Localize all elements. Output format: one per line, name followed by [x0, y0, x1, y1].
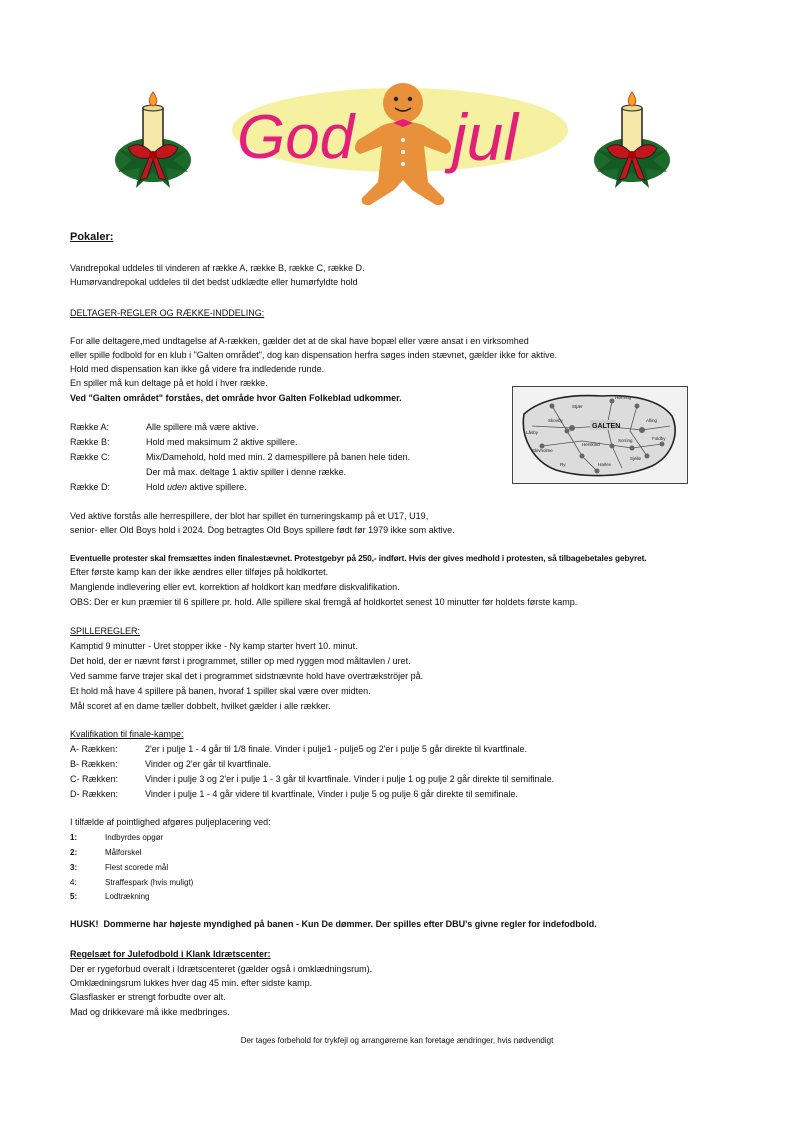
protester-line-3: OBS: Der er kun præmier til 6 spillere pr. hold. Alle spillere skal fremgå af holdkortet senest 10 minutter før holdets første kamp. — [70, 597, 578, 607]
pokaler-line-1: Vandrepokal uddeles til vinderen af række A, række B, række C, række D. — [70, 263, 365, 273]
deltager-line-4: En spiller må kun deltage på et hold i hver række. — [70, 378, 268, 388]
kvalifikation-key: A- Rækken: — [70, 744, 118, 754]
map-town-label: Harlev — [598, 462, 612, 467]
raekke-d-before: Hold — [146, 482, 165, 492]
header-banner — [0, 0, 794, 225]
protester-line-1: Efter første kamp kan der ikke ændres eller tilføjes på holdkortet. — [70, 567, 329, 577]
spilleregler-title: SPILLEREGLER: — [70, 626, 141, 636]
pointlighed-text: Lodtrækning — [105, 892, 150, 901]
husk-label: HUSK! — [70, 919, 99, 929]
kvalifikation-key: C- Rækken: — [70, 774, 119, 784]
candle-holly-icon — [594, 92, 670, 188]
spilleregler-line-2: Det hold, der er nævnt først i programmet, stiller op med ryggen mod måltavlen / uret. — [70, 656, 411, 666]
protester-line: Eventuelle protester skal fremsættes inden finalestævnet. Protestgebyr på 250,- indført. Hvis der gives medhold i protesten, så tilbagebetales gebyret. — [70, 553, 647, 563]
god-jul-graphic — [0, 0, 794, 225]
deltager-title: DELTAGER-REGLER OG RÆKKE-INDDELING: — [70, 308, 265, 318]
kvalifikation-key: D- Rækken: — [70, 789, 119, 799]
aktive-line-1: Ved aktive forstås alle herrespillere, der blot har spillet én turneringskamp på et U17, U19, — [70, 511, 429, 521]
map-town-label: Skivholme — [532, 448, 553, 453]
kvalifikation-key: B- Rækken: — [70, 759, 118, 769]
raekke-value — [146, 480, 247, 494]
kvalifikation-value: 2'er i pulje 1 - 4 går til 1/8 finale. Vinder i pulje1 - pulje5 og 2'er i pulje 5 går direkte til kvartfinale. — [145, 744, 527, 754]
footer-note: Der tages forbehold for trykfejl og arrangørerne kan foretage ændringer, hvis nødvendigt — [240, 1036, 554, 1045]
raekke-value: Alle spillere må være aktive. — [146, 422, 259, 432]
candle-holly-icon — [115, 92, 191, 188]
regelsaet-line-3: Glasflasker er strengt forbudte over alt. — [70, 992, 226, 1002]
map-town-label: Stjær — [572, 404, 583, 409]
deltager-line-3: Hold med dispensation kan ikke gå videre fra indledende runde. — [70, 364, 325, 374]
aktive-line-2: senior- eller Old Boys hold i 2024. Dog betragtes Old Boys spillere født før 1979 ikke som aktive. — [70, 525, 455, 535]
regelsaet-line-4: Mad og drikkevare må ikke medbringes. — [70, 1007, 230, 1017]
spilleregler-line-4: Et hold må have 4 spillere på banen, hvoraf 1 spiller skal være over midten. — [70, 686, 371, 696]
map-town-label: Foldby — [652, 436, 666, 441]
raekke-value: Der må max. deltage 1 aktiv spiller i denne række. — [146, 467, 347, 477]
pointlighed-intro: I tilfælde af pointlighed afgøres puljeplacering ved: — [70, 817, 271, 827]
spilleregler-line-1: Kamptid 9 minutter - Uret stopper ikke - Ny kamp starter hvert 10. minut. — [70, 641, 358, 651]
spilleregler-line-3: Ved samme farve trøjer skal det i programmet sidstnævnte hold have overtrækströjer på. — [70, 671, 424, 681]
spilleregler-line-5: Mål scoret af en dame tæller dobbelt, hvilket gælder i alle rækker. — [70, 701, 331, 711]
pokaler-line-2: Humørvandrepokal uddeles til det bedst udklædte eller humørfyldte hold — [70, 277, 358, 287]
map-town-label: Herskind — [582, 442, 600, 447]
pointlighed-text: Målforskel — [105, 848, 142, 857]
protester-line-2: Manglende indlevering eller evt. korrektion af holdkort kan medføre diskvalifikation. — [70, 582, 400, 592]
galten-area-map — [512, 386, 688, 484]
deltager-line-2: eller spille fodbold for en klub i "Galten området", dog kan dispensation herfra søges inden stævnet, gælder ikke for aktive. — [70, 350, 558, 360]
map-town-label: Hørning — [615, 395, 632, 400]
map-town-label: Ry — [560, 462, 566, 467]
raekke-d-after: aktive spillere. — [189, 482, 247, 492]
pointlighed-num: 1: — [70, 833, 78, 842]
regelsaet-line-2: Omklædningsrum lukkes hver dag 45 min. efter sidste kamp. — [70, 978, 313, 988]
raekke-key: Række B: — [70, 437, 110, 447]
map-town-label: Sjelle — [630, 456, 642, 461]
pointlighed-num: 5: — [70, 892, 78, 901]
word-jul: jul — [452, 100, 519, 174]
kvalifikation-value: Vinder i pulje 1 - 4 går videre til kvartfinale, Vinder i pulje 5 og pulje 6 går direkte til semifinale. — [145, 789, 518, 799]
pointlighed-text: Straffespark (hvis muligt) — [105, 878, 194, 887]
regelsaet-line-1: Der er rygeforbud overalt i Idrætscenteret (gælder også i omklædningsrum). — [70, 964, 373, 974]
husk-line — [70, 917, 597, 931]
raekke-key: Række A: — [70, 422, 110, 432]
husk-text: Dommerne har højeste myndighed på banen - Kun De dømmer. Der spilles efter DBU's givne regler for indefodbold. — [103, 919, 597, 929]
raekke-value: Mix/Damehold, hold med min. 2 damespillere på banen hele tiden. — [146, 452, 411, 462]
raekke-value: Hold med maksimum 2 aktive spillere. — [146, 437, 298, 447]
pointlighed-num: 4: — [70, 878, 77, 887]
deltager-line-1: For alle deltagere,med undtagelse af A-rækken, gælder det at de skal have bopæl eller være ansat i en virksomhed — [70, 336, 529, 346]
pokaler-title: Pokaler: — [70, 231, 114, 243]
pointlighed-num: 2: — [70, 848, 78, 857]
map-town-label: Låsby — [526, 430, 539, 435]
map-town-label: Sorring — [618, 438, 633, 443]
map-town-label: Alling — [646, 418, 658, 423]
map-center-label: GALTEN — [592, 423, 621, 430]
map-town-label: Skovby — [548, 418, 563, 423]
galten-omraade-definition: Ved "Galten området" forståes, det område hvor Galten Folkeblad udkommer. — [70, 393, 402, 403]
kvalifikation-title: Kvalifikation til finale-kampe: — [70, 729, 184, 739]
kvalifikation-value: Vinder og 2'er går til kvartfinale. — [145, 759, 272, 769]
pointlighed-text: Indbyrdes opgør — [105, 833, 164, 842]
raekke-key: Række C: — [70, 452, 111, 462]
raekke-key: Række D: — [70, 482, 111, 492]
kvalifikation-value: Vinder i pulje 3 og 2'er i pulje 1 - 3 går til kvartfinale. Vinder i pulje 1 og pulje 2 går direkte til semifinale. — [145, 774, 555, 784]
raekke-d-emphasis: uden — [167, 482, 188, 492]
pointlighed-text: Flest scorede mål — [105, 863, 169, 872]
pointlighed-num: 3: — [70, 863, 78, 872]
word-god: God — [237, 103, 355, 172]
regelsaet-title: Regelsæt for Julefodbold i Klank Idrætscenter: — [70, 949, 271, 959]
